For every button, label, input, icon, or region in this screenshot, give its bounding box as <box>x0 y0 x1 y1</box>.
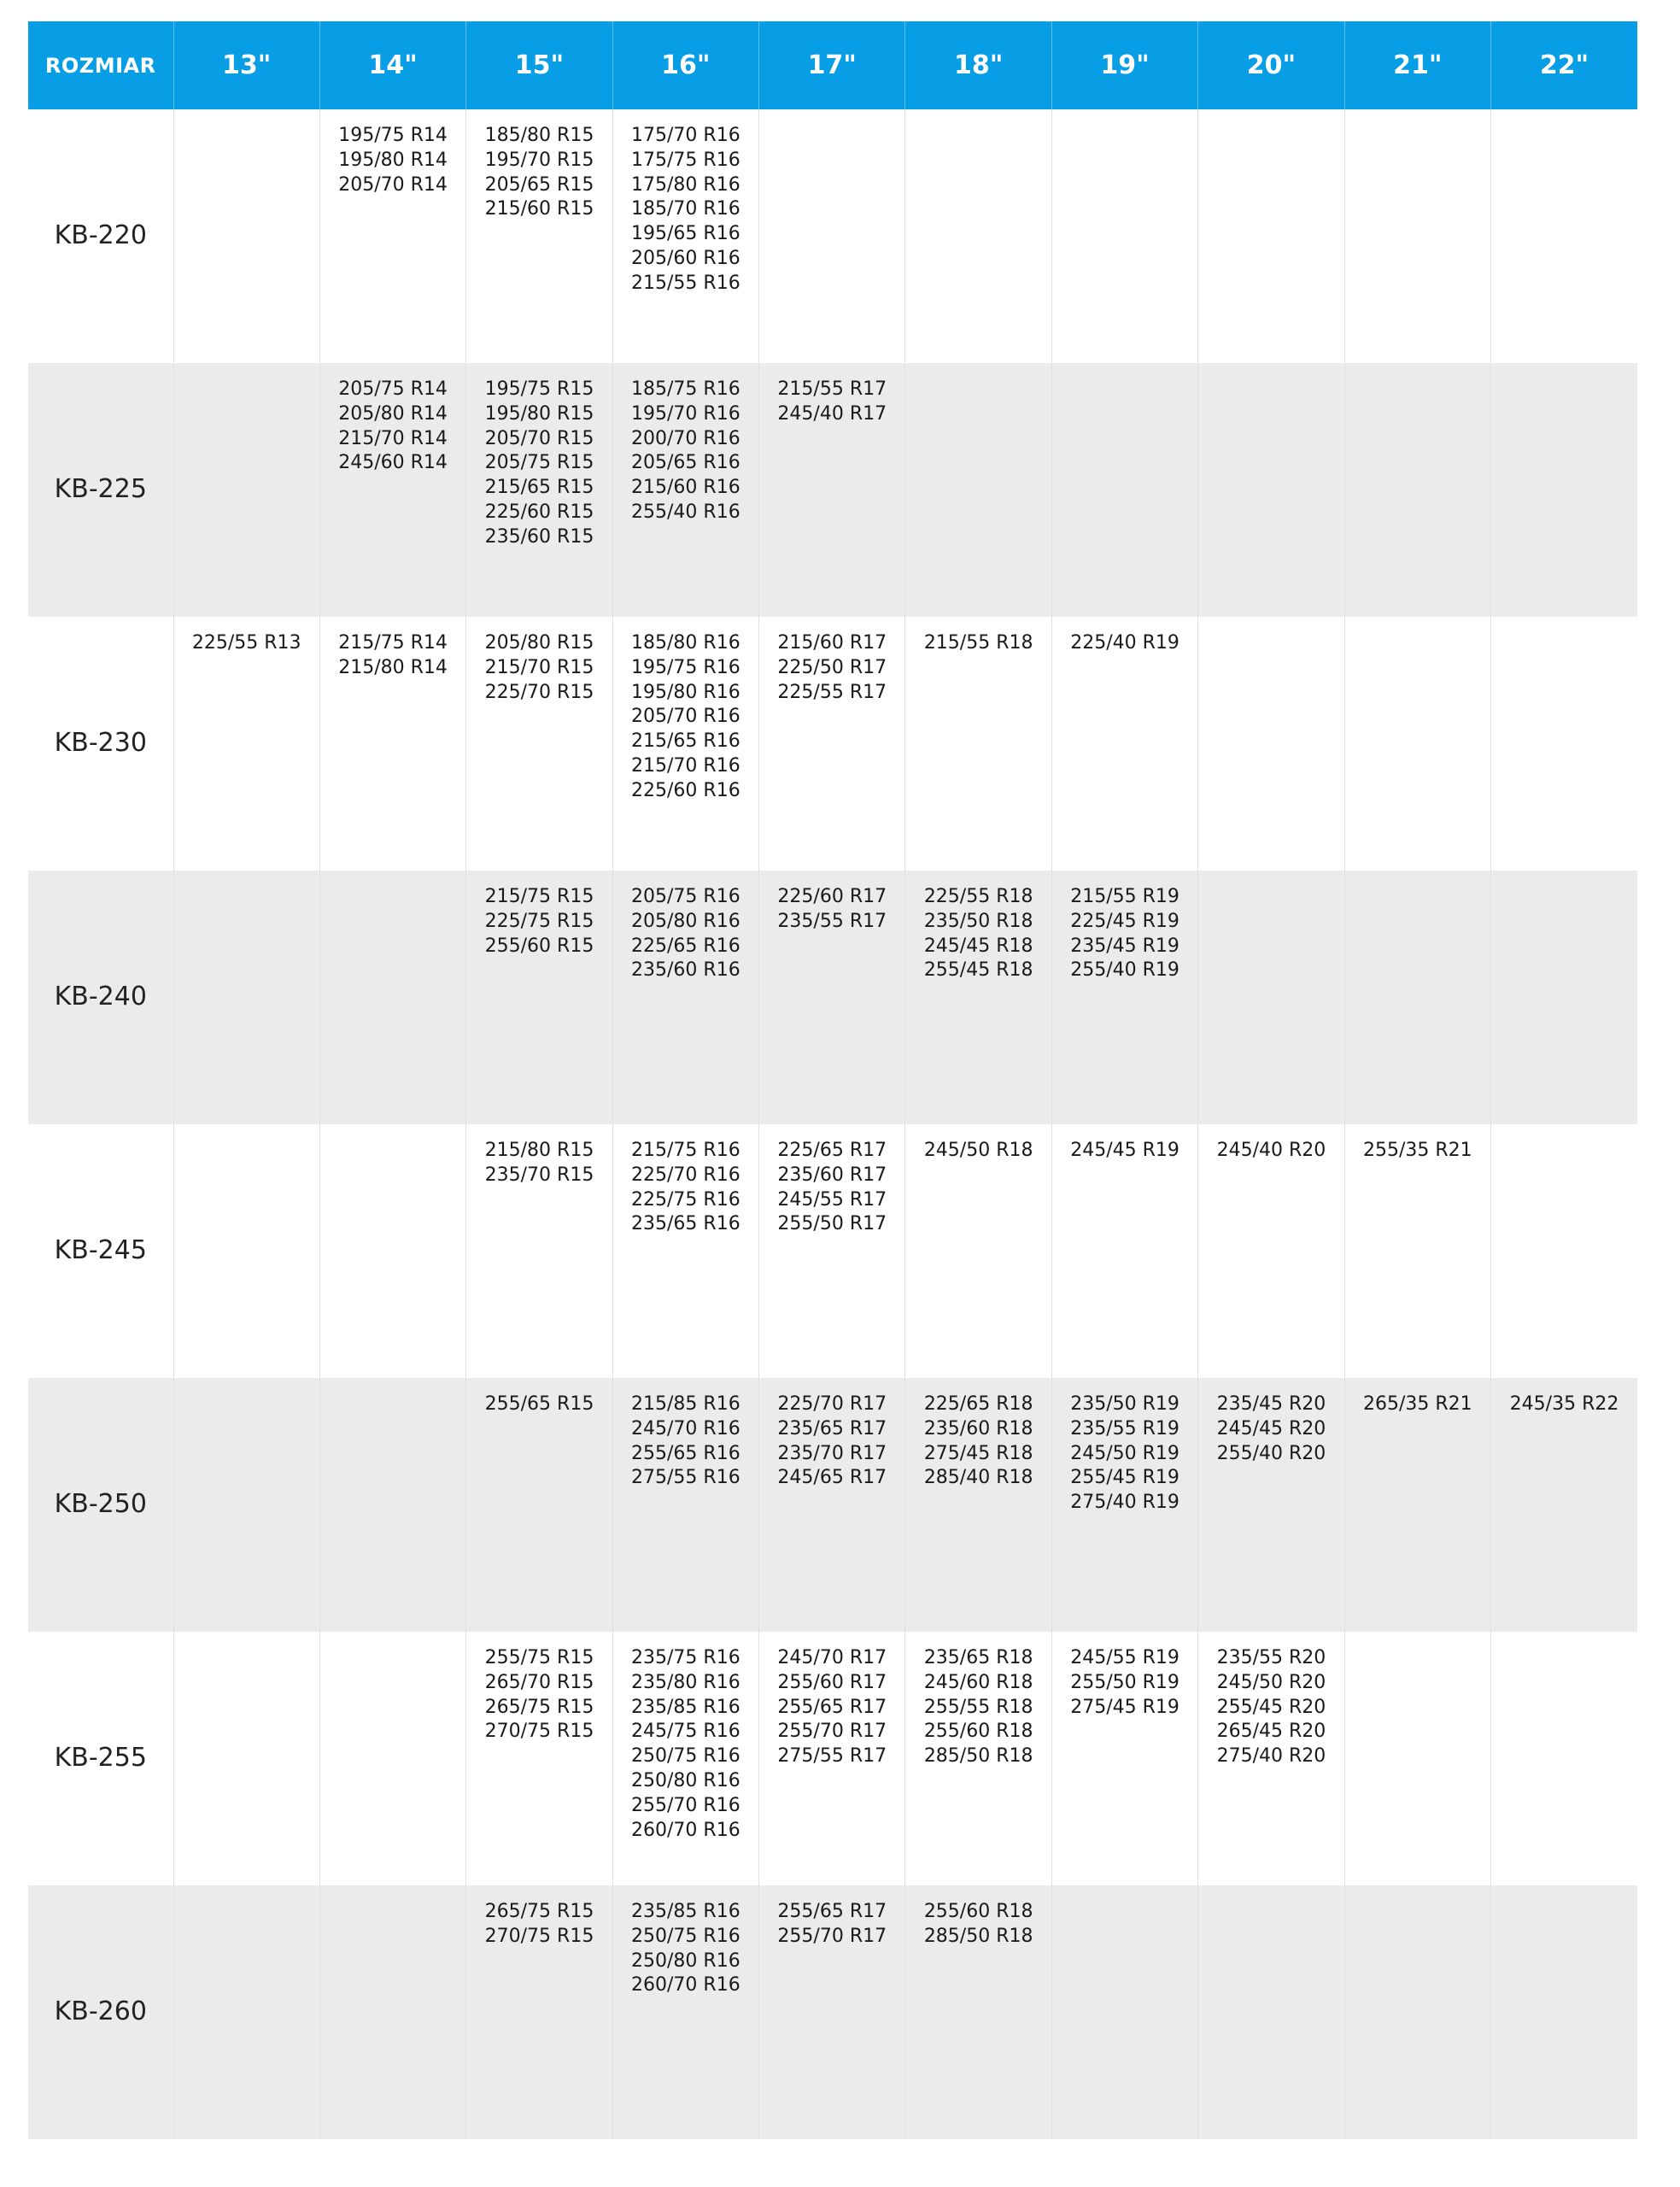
tire-size: 235/50 R18 <box>923 910 1033 932</box>
size-cell <box>1198 1632 1344 1885</box>
tire-size: 215/60 R17 <box>777 632 887 654</box>
size-cell <box>905 1885 1051 2139</box>
size-cell <box>173 109 319 363</box>
size-cell <box>1491 1124 1637 1378</box>
size-cell <box>1198 1124 1344 1378</box>
tire-size: 255/60 R17 <box>777 1671 887 1693</box>
tire-size: 235/75 R16 <box>631 1647 740 1668</box>
table-row <box>28 617 1637 871</box>
size-cell <box>612 363 758 617</box>
size-cell <box>1344 617 1490 871</box>
size-cell <box>319 1378 465 1632</box>
header-column-5: 17" <box>759 21 905 109</box>
size-cell <box>319 1632 465 1885</box>
table-body <box>28 109 1637 2139</box>
tire-size: 215/75 R14 <box>338 632 448 654</box>
tire-size: 225/70 R15 <box>484 681 594 703</box>
header-column-3: 15" <box>466 21 612 109</box>
header-column-8: 20" <box>1198 21 1344 109</box>
size-cell <box>905 1632 1051 1885</box>
tire-size: 215/75 R15 <box>484 886 594 907</box>
tire-size: 195/70 R15 <box>484 149 594 171</box>
tire-size: 255/40 R19 <box>1070 959 1180 982</box>
size-cell <box>1344 1378 1490 1632</box>
tire-size: 255/65 R17 <box>777 1696 887 1718</box>
tire-size: 235/50 R19 <box>1070 1393 1180 1415</box>
tire-size: 250/75 R16 <box>631 1745 740 1768</box>
tire-size: 245/45 R20 <box>1216 1417 1326 1439</box>
tire-size: 205/70 R14 <box>338 173 448 196</box>
size-cell <box>1198 617 1344 871</box>
tire-size: 255/75 R15 <box>484 1647 594 1668</box>
row-label: KB-230 <box>28 617 173 871</box>
size-cell <box>466 109 612 363</box>
tire-size: 235/60 R17 <box>777 1164 887 1186</box>
tire-size: 265/45 R20 <box>1216 1721 1326 1743</box>
size-cell <box>319 871 465 1124</box>
size-cell <box>1051 1885 1197 2139</box>
tire-size: 225/65 R17 <box>777 1140 887 1161</box>
tire-size: 265/70 R15 <box>484 1671 594 1693</box>
tire-size: 195/75 R15 <box>484 378 594 400</box>
tire-size: 235/45 R19 <box>1070 935 1180 957</box>
tire-size: 235/85 R16 <box>631 1696 740 1718</box>
size-cell <box>612 1124 758 1378</box>
tire-size: 195/70 R16 <box>631 402 740 425</box>
tire-size: 225/65 R16 <box>631 935 740 957</box>
tire-size: 245/65 R17 <box>777 1467 887 1489</box>
tire-size: 215/60 R16 <box>631 477 740 499</box>
row-label: KB-255 <box>28 1632 173 1885</box>
header-column-10: 22" <box>1491 21 1637 109</box>
tire-size: 245/60 R18 <box>923 1671 1033 1693</box>
tire-size: 175/80 R16 <box>631 173 740 196</box>
row-label: KB-220 <box>28 109 173 363</box>
size-cell <box>466 871 612 1124</box>
size-cell <box>1491 109 1637 363</box>
tire-size: 235/85 R16 <box>631 1901 740 1922</box>
tire-size: 205/75 R14 <box>338 378 448 400</box>
header-column-4: 16" <box>612 21 758 109</box>
tire-size: 205/65 R16 <box>631 452 740 474</box>
tire-size: 185/75 R16 <box>631 378 740 400</box>
tire-size: 215/80 R14 <box>338 656 448 678</box>
tire-size: 185/80 R15 <box>484 125 594 146</box>
tire-size: 185/70 R16 <box>631 198 740 220</box>
table-header <box>28 21 1637 109</box>
size-cell <box>173 871 319 1124</box>
tire-size: 235/65 R16 <box>631 1213 740 1235</box>
tire-size: 195/65 R16 <box>631 223 740 245</box>
tire-size-table <box>28 21 1637 2139</box>
tire-size: 195/75 R16 <box>631 656 740 678</box>
size-cell <box>1051 1124 1197 1378</box>
tire-size: 245/75 R16 <box>631 1721 740 1743</box>
size-cell <box>905 109 1051 363</box>
tire-size: 250/80 R16 <box>631 1950 740 1972</box>
header-label-cell: ROZMIAR <box>28 21 173 109</box>
size-cell <box>173 1885 319 2139</box>
tire-size: 255/40 R16 <box>631 501 740 523</box>
size-cell <box>466 363 612 617</box>
table-row <box>28 1632 1637 1885</box>
tire-size: 225/75 R15 <box>484 910 594 932</box>
row-label: KB-250 <box>28 1378 173 1632</box>
tire-size: 225/60 R15 <box>484 501 594 523</box>
size-cell <box>173 363 319 617</box>
tire-size: 255/50 R19 <box>1070 1671 1180 1693</box>
size-cell <box>1491 1378 1637 1632</box>
size-cell <box>1344 1632 1490 1885</box>
size-cell <box>1344 363 1490 617</box>
row-label: KB-260 <box>28 1885 173 2139</box>
tire-size: 215/80 R15 <box>484 1140 594 1161</box>
tire-size: 215/55 R19 <box>1070 886 1180 907</box>
tire-size: 245/50 R20 <box>1216 1671 1326 1693</box>
tire-size: 205/80 R15 <box>484 632 594 654</box>
table-row <box>28 1885 1637 2139</box>
size-cell <box>1491 871 1637 1124</box>
tire-size: 175/75 R16 <box>631 149 740 171</box>
tire-size: 255/45 R20 <box>1216 1696 1326 1718</box>
tire-size: 205/60 R16 <box>631 247 740 269</box>
size-cell <box>1344 109 1490 363</box>
tire-size: 200/70 R16 <box>631 427 740 449</box>
tire-size: 225/65 R18 <box>923 1393 1033 1415</box>
size-cell <box>612 617 758 871</box>
tire-size: 225/60 R16 <box>631 779 740 801</box>
table-row <box>28 1378 1637 1632</box>
size-table-container <box>28 21 1637 2139</box>
size-cell <box>759 1124 905 1378</box>
size-cell <box>1198 109 1344 363</box>
size-cell <box>1198 363 1344 617</box>
size-cell <box>612 1632 758 1885</box>
tire-size: 235/55 R20 <box>1216 1647 1326 1668</box>
size-cell <box>1051 617 1197 871</box>
tire-size: 275/45 R19 <box>1070 1696 1180 1718</box>
size-cell <box>1491 363 1637 617</box>
size-cell <box>905 617 1051 871</box>
size-cell <box>466 617 612 871</box>
tire-size: 285/50 R18 <box>923 1745 1033 1768</box>
tire-size: 225/50 R17 <box>777 656 887 678</box>
tire-size: 245/70 R17 <box>777 1647 887 1668</box>
tire-size: 215/55 R16 <box>631 272 740 294</box>
tire-size: 225/70 R17 <box>777 1393 887 1415</box>
size-cell <box>1051 871 1197 1124</box>
tire-size: 235/55 R17 <box>777 910 887 932</box>
header-column-2: 14" <box>319 21 465 109</box>
size-cell <box>319 617 465 871</box>
tire-size: 215/60 R15 <box>484 198 594 220</box>
size-cell <box>1051 1632 1197 1885</box>
size-cell <box>759 1885 905 2139</box>
tire-size: 245/55 R19 <box>1070 1647 1180 1668</box>
tire-size: 270/75 R15 <box>484 1925 594 1947</box>
tire-size: 255/65 R16 <box>631 1442 740 1464</box>
header-column-9: 21" <box>1344 21 1490 109</box>
row-label: KB-225 <box>28 363 173 617</box>
size-cell <box>612 1885 758 2139</box>
tire-size: 265/35 R21 <box>1362 1393 1472 1415</box>
tire-size: 275/40 R20 <box>1216 1745 1326 1768</box>
tire-size: 255/70 R17 <box>777 1925 887 1947</box>
tire-size: 195/80 R16 <box>631 681 740 703</box>
tire-size: 215/70 R14 <box>338 427 448 449</box>
size-cell <box>905 1124 1051 1378</box>
tire-size: 175/70 R16 <box>631 125 740 146</box>
tire-size: 245/35 R22 <box>1509 1393 1619 1415</box>
tire-size: 255/55 R18 <box>923 1696 1033 1718</box>
size-cell <box>1051 1378 1197 1632</box>
tire-size: 215/85 R16 <box>631 1393 740 1415</box>
tire-size: 205/65 R15 <box>484 173 594 196</box>
tire-size: 245/40 R17 <box>777 402 887 425</box>
tire-size: 245/50 R19 <box>1070 1442 1180 1464</box>
tire-size: 225/75 R16 <box>631 1188 740 1211</box>
table-row <box>28 871 1637 1124</box>
tire-size: 255/40 R20 <box>1216 1442 1326 1464</box>
size-cell <box>905 363 1051 617</box>
size-cell <box>1051 109 1197 363</box>
tire-size: 225/40 R19 <box>1070 632 1180 654</box>
tire-size: 225/55 R18 <box>923 886 1033 907</box>
size-cell <box>1491 1885 1637 2139</box>
tire-size: 285/50 R18 <box>923 1925 1033 1947</box>
tire-size: 215/65 R15 <box>484 477 594 499</box>
tire-size: 205/70 R15 <box>484 427 594 449</box>
size-cell <box>173 1124 319 1378</box>
table-row <box>28 109 1637 363</box>
tire-size: 275/55 R16 <box>631 1467 740 1489</box>
tire-size: 270/75 R15 <box>484 1721 594 1743</box>
size-cell <box>173 617 319 871</box>
tire-size: 255/60 R18 <box>923 1721 1033 1743</box>
tire-size: 205/70 R16 <box>631 706 740 728</box>
size-cell <box>612 871 758 1124</box>
size-cell <box>1344 1885 1490 2139</box>
tire-size: 225/55 R13 <box>191 632 301 654</box>
size-cell <box>466 1124 612 1378</box>
tire-size: 235/55 R19 <box>1070 1417 1180 1439</box>
size-cell <box>759 1378 905 1632</box>
tire-size: 205/75 R15 <box>484 452 594 474</box>
tire-size: 235/65 R18 <box>923 1647 1033 1668</box>
size-cell <box>466 1378 612 1632</box>
table-row <box>28 1124 1637 1378</box>
size-cell <box>1344 871 1490 1124</box>
size-cell <box>319 1885 465 2139</box>
tire-size: 215/55 R17 <box>777 378 887 400</box>
size-cell <box>905 871 1051 1124</box>
tire-size: 215/75 R16 <box>631 1140 740 1161</box>
header-column-6: 18" <box>905 21 1051 109</box>
header-column-7: 19" <box>1051 21 1197 109</box>
tire-size: 275/45 R18 <box>923 1442 1033 1464</box>
tire-size: 225/55 R17 <box>777 681 887 703</box>
size-cell <box>466 1632 612 1885</box>
size-cell <box>759 1632 905 1885</box>
tire-size: 265/75 R15 <box>484 1696 594 1718</box>
size-cell <box>466 1885 612 2139</box>
tire-size: 195/80 R14 <box>338 149 448 171</box>
row-label: KB-240 <box>28 871 173 1124</box>
tire-size: 260/70 R16 <box>631 1819 740 1841</box>
tire-size: 275/40 R19 <box>1070 1492 1180 1514</box>
size-cell <box>1344 1124 1490 1378</box>
tire-size: 225/45 R19 <box>1070 910 1180 932</box>
table-row <box>28 363 1637 617</box>
size-cell <box>759 617 905 871</box>
tire-size: 250/75 R16 <box>631 1925 740 1947</box>
tire-size: 285/40 R18 <box>923 1467 1033 1489</box>
tire-size: 265/75 R15 <box>484 1901 594 1922</box>
size-cell <box>1491 617 1637 871</box>
size-cell <box>173 1378 319 1632</box>
tire-size: 245/50 R18 <box>923 1140 1033 1161</box>
tire-size: 215/70 R15 <box>484 656 594 678</box>
size-cell <box>319 363 465 617</box>
tire-size: 255/60 R18 <box>923 1901 1033 1922</box>
tire-size: 255/50 R17 <box>777 1213 887 1235</box>
tire-size: 245/60 R14 <box>338 452 448 474</box>
header-column-1: 13" <box>173 21 319 109</box>
size-cell <box>1198 1885 1344 2139</box>
tire-size: 225/60 R17 <box>777 886 887 907</box>
tire-size: 235/65 R17 <box>777 1417 887 1439</box>
size-cell <box>1198 1378 1344 1632</box>
size-cell <box>319 109 465 363</box>
tire-size: 215/55 R18 <box>923 632 1033 654</box>
tire-size: 205/80 R14 <box>338 402 448 425</box>
size-cell <box>1198 871 1344 1124</box>
tire-size: 255/60 R15 <box>484 935 594 957</box>
tire-size: 255/65 R17 <box>777 1901 887 1922</box>
tire-size: 205/75 R16 <box>631 886 740 907</box>
size-cell <box>759 871 905 1124</box>
tire-size: 215/70 R16 <box>631 754 740 777</box>
tire-size: 235/60 R16 <box>631 959 740 982</box>
tire-size: 255/70 R17 <box>777 1721 887 1743</box>
size-cell <box>1051 363 1197 617</box>
tire-size: 255/35 R21 <box>1362 1140 1472 1161</box>
header-row <box>28 21 1637 109</box>
tire-size: 235/60 R15 <box>484 525 594 548</box>
tire-size: 235/70 R17 <box>777 1442 887 1464</box>
tire-size: 235/45 R20 <box>1216 1393 1326 1415</box>
size-cell <box>759 363 905 617</box>
tire-size: 185/80 R16 <box>631 632 740 654</box>
size-cell <box>173 1632 319 1885</box>
tire-size: 260/70 R16 <box>631 1974 740 1996</box>
tire-size: 245/45 R18 <box>923 935 1033 957</box>
tire-size: 235/70 R15 <box>484 1164 594 1186</box>
tire-size: 215/65 R16 <box>631 730 740 753</box>
tire-size: 255/45 R18 <box>923 959 1033 982</box>
size-cell <box>905 1378 1051 1632</box>
tire-size: 235/80 R16 <box>631 1671 740 1693</box>
tire-size: 225/70 R16 <box>631 1164 740 1186</box>
tire-size: 255/45 R19 <box>1070 1467 1180 1489</box>
row-label: KB-245 <box>28 1124 173 1378</box>
tire-size: 205/80 R16 <box>631 910 740 932</box>
tire-size: 255/65 R15 <box>484 1393 594 1415</box>
size-cell <box>759 109 905 363</box>
size-cell <box>612 1378 758 1632</box>
size-cell <box>319 1124 465 1378</box>
tire-size: 235/60 R18 <box>923 1417 1033 1439</box>
tire-size: 245/45 R19 <box>1070 1140 1180 1161</box>
tire-size: 255/70 R16 <box>631 1794 740 1816</box>
tire-size: 250/80 R16 <box>631 1769 740 1791</box>
tire-size: 245/70 R16 <box>631 1417 740 1439</box>
size-cell <box>612 109 758 363</box>
tire-size: 245/40 R20 <box>1216 1140 1326 1161</box>
tire-size: 195/75 R14 <box>338 125 448 146</box>
tire-size: 195/80 R15 <box>484 402 594 425</box>
size-cell <box>1491 1632 1637 1885</box>
tire-size: 275/55 R17 <box>777 1745 887 1768</box>
tire-size: 245/55 R17 <box>777 1188 887 1211</box>
